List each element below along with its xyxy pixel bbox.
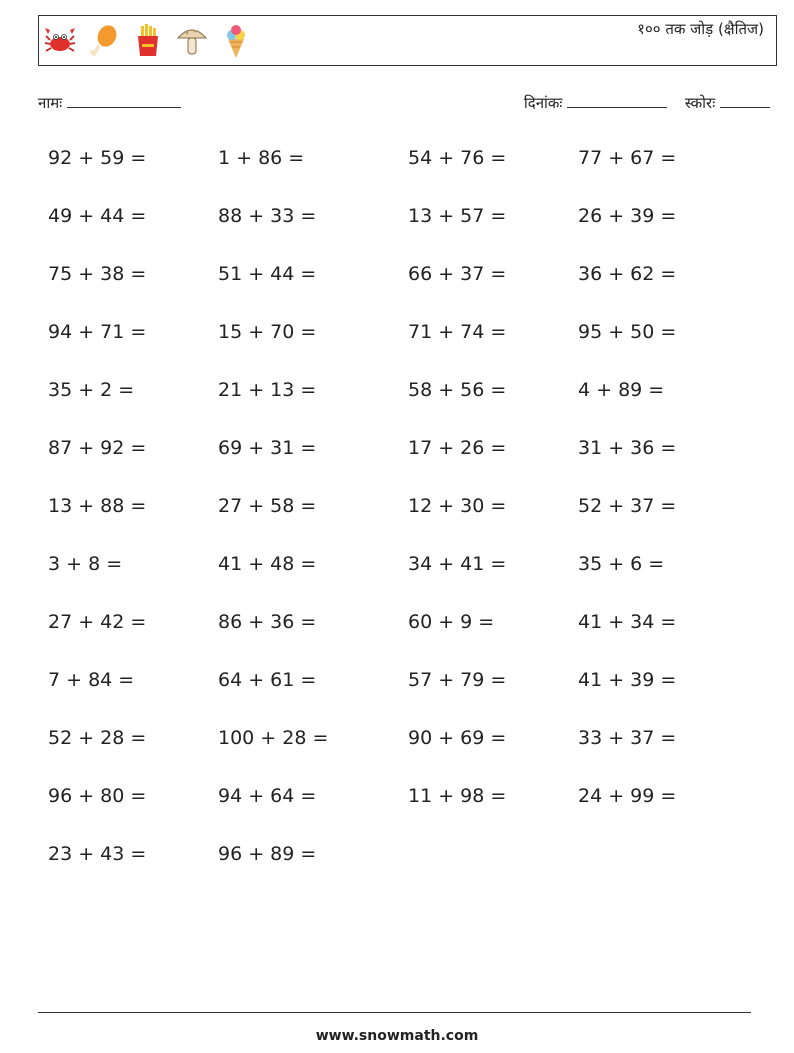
addition-problem: 100 + 28 = <box>218 727 329 749</box>
addition-problem: 75 + 38 = <box>48 263 147 285</box>
addition-problem: 13 + 88 = <box>48 495 147 517</box>
addition-problem: 3 + 8 = <box>48 553 123 575</box>
addition-problem: 94 + 64 = <box>218 785 317 807</box>
addition-problem: 4 + 89 = <box>578 379 665 401</box>
addition-problem: 36 + 62 = <box>578 263 677 285</box>
problem-row <box>48 437 768 465</box>
addition-problem: 96 + 80 = <box>48 785 147 807</box>
addition-problem: 95 + 50 = <box>578 321 677 343</box>
name-field <box>38 93 181 113</box>
addition-problem: 49 + 44 = <box>48 205 147 227</box>
problem-row <box>48 785 768 813</box>
addition-problem: 57 + 79 = <box>408 669 507 691</box>
addition-problem: 1 + 86 = <box>218 147 305 169</box>
addition-problem: 24 + 99 = <box>578 785 677 807</box>
worksheet-title: १०० तक जोड़ (क्षैतिज) <box>637 20 764 38</box>
addition-problem: 87 + 92 = <box>48 437 147 459</box>
addition-problem: 92 + 59 = <box>48 147 147 169</box>
addition-problem: 13 + 57 = <box>408 205 507 227</box>
addition-problem: 51 + 44 = <box>218 263 317 285</box>
addition-problem: 12 + 30 = <box>408 495 507 517</box>
addition-problem: 96 + 89 = <box>218 843 317 865</box>
addition-problem: 71 + 74 = <box>408 321 507 343</box>
addition-problem: 90 + 69 = <box>408 727 507 749</box>
problem-row <box>48 205 768 233</box>
score-blank[interactable] <box>720 106 770 108</box>
addition-problem: 21 + 13 = <box>218 379 317 401</box>
addition-problem: 52 + 37 = <box>578 495 677 517</box>
addition-problem: 27 + 42 = <box>48 611 147 633</box>
addition-problem: 77 + 67 = <box>578 147 677 169</box>
name-label: नामः <box>38 94 63 112</box>
problem-row <box>48 321 768 349</box>
addition-problem: 31 + 36 = <box>578 437 677 459</box>
addition-problem: 52 + 28 = <box>48 727 147 749</box>
problem-row <box>48 611 768 639</box>
addition-problem: 23 + 43 = <box>48 843 147 865</box>
score-label: स्कोरः <box>684 94 716 112</box>
addition-problem: 26 + 39 = <box>578 205 677 227</box>
addition-problem: 35 + 2 = <box>48 379 135 401</box>
french-fries-icon <box>131 22 165 60</box>
addition-problem: 41 + 48 = <box>218 553 317 575</box>
addition-problem: 58 + 56 = <box>408 379 507 401</box>
addition-problem: 86 + 36 = <box>218 611 317 633</box>
addition-problem: 41 + 34 = <box>578 611 677 633</box>
problem-row <box>48 495 768 523</box>
problem-row <box>48 553 768 581</box>
date-blank[interactable] <box>567 106 667 108</box>
addition-problem: 88 + 33 = <box>218 205 317 227</box>
addition-problem: 35 + 6 = <box>578 553 665 575</box>
name-blank[interactable] <box>67 106 181 108</box>
problem-row <box>48 727 768 755</box>
addition-problem: 27 + 58 = <box>218 495 317 517</box>
problem-row <box>48 263 768 291</box>
addition-problem: 11 + 98 = <box>408 785 507 807</box>
mushroom-icon <box>175 22 209 60</box>
addition-problem: 41 + 39 = <box>578 669 677 691</box>
addition-problem: 66 + 37 = <box>408 263 507 285</box>
addition-problem: 64 + 61 = <box>218 669 317 691</box>
addition-problem: 33 + 37 = <box>578 727 677 749</box>
date-label: दिनांकः <box>523 94 563 112</box>
chicken-leg-icon <box>87 22 121 60</box>
problem-row <box>48 669 768 697</box>
crab-icon <box>43 22 77 60</box>
addition-problem: 94 + 71 = <box>48 321 147 343</box>
addition-problem: 54 + 76 = <box>408 147 507 169</box>
addition-problem: 17 + 26 = <box>408 437 507 459</box>
addition-problem: 15 + 70 = <box>218 321 317 343</box>
addition-problem: 60 + 9 = <box>408 611 495 633</box>
problem-row <box>48 379 768 407</box>
worksheet-header <box>38 15 777 66</box>
addition-problem: 69 + 31 = <box>218 437 317 459</box>
addition-problem: 34 + 41 = <box>408 553 507 575</box>
ice-cream-icon <box>219 22 253 60</box>
footer-url: www.snowmath.com <box>315 1028 479 1044</box>
addition-problem: 7 + 84 = <box>48 669 135 691</box>
icon-strip <box>43 22 253 60</box>
problem-row <box>48 147 768 175</box>
footer-divider <box>38 1012 751 1013</box>
date-score-field <box>524 93 770 113</box>
problem-row <box>48 843 768 871</box>
